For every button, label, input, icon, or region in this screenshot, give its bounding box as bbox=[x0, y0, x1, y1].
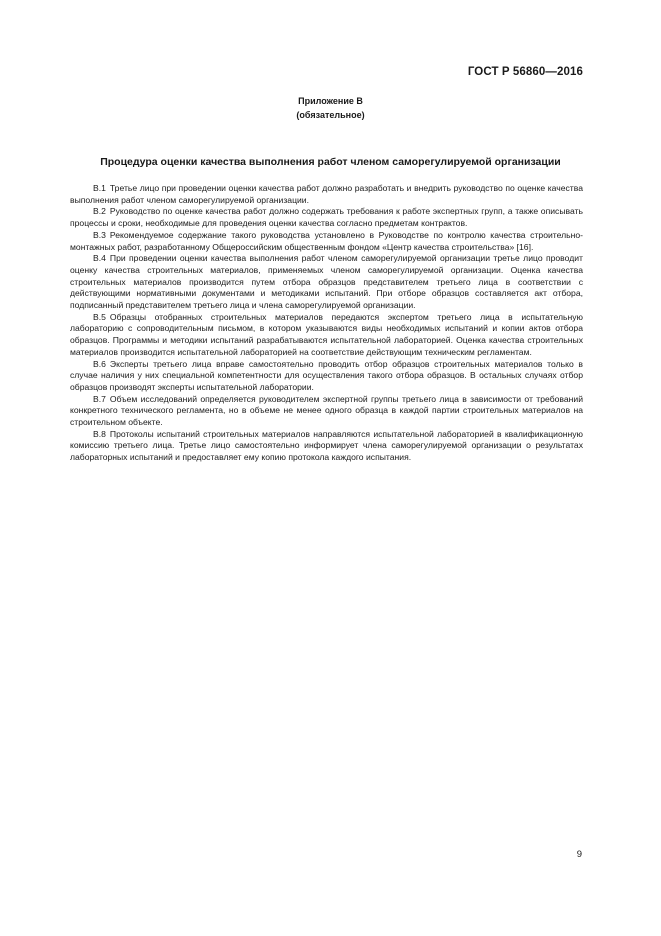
appendix-title: Процедура оценки качества выполнения работ членом саморегулируемой организации bbox=[100, 156, 561, 168]
clause-b5 bbox=[70, 312, 583, 359]
clause-b1 bbox=[70, 183, 583, 206]
clause-text: Эксперты третьего лица вправе самостоятельно проводить отбор образцов строительных материалов только в случае наличия у них специальной компетентности для осуществления такого отбора образцов. В остальных случаях отбор образцов производят эксперты испытательной лаборатории. bbox=[70, 358, 583, 392]
clause-text: Рекомендуемое содержание такого руководства установлено в Руководстве по контролю качества строительно-монтажных работ, разработанному Общероссийским общественным фондом «Центр качества строительства» [16]. bbox=[70, 229, 583, 252]
clause-text: Объем исследований определяется руководителем экспертной группы третьего лица в зависимости от требований конкретного технического регламента, но в объеме не менее одного образца в каждой партии строительных материалов на строительном объекте. bbox=[70, 393, 583, 428]
document-code: ГОСТ Р 56860—2016 bbox=[467, 66, 583, 78]
clause-text: Образцы отобранных строительных материалов передаются экспертом третьего лица в испытательную лабораторию с сопроводительным письмом, в котором указываются виды необходимых испытаний и копии актов отбора образцов. Программы и методики испытаний разрабатываются испытательной лабораторией. Оценка качества строительных материалов производится испытательной лабораторией на соответствие действующим техническим регламентам. bbox=[70, 311, 583, 357]
appendix-body bbox=[70, 183, 583, 464]
clause-number: В.8 bbox=[93, 428, 106, 439]
appendix-status: (обязательное) bbox=[296, 110, 365, 120]
clause-b3 bbox=[70, 230, 583, 253]
clause-text: Третье лицо при проведении оценки качества работ должно разработать и внедрить руководство по оценке качества выполнения работ членом саморегулируемой организации. bbox=[70, 183, 583, 205]
clause-number: В.4 bbox=[93, 253, 106, 264]
clause-number: В.6 bbox=[93, 358, 106, 369]
clause-b7 bbox=[70, 394, 583, 429]
clause-text: Руководство по оценке качества работ должно содержать требования к работе экспертных групп, а также описывать процессы и сроки, необходимые для проведения оценки качества согласно предметам контрактов. bbox=[70, 206, 583, 229]
clause-number: В.7 bbox=[93, 393, 106, 404]
clause-number: В.1 bbox=[93, 183, 106, 193]
clause-number: В.5 bbox=[93, 311, 106, 322]
clause-number: В.3 bbox=[93, 229, 106, 240]
clause-b4 bbox=[70, 253, 583, 312]
clause-text: При проведении оценки качества выполнения работ членом саморегулируемой организации третье лицо проводит оценку качества строительных материалов, применяемых членом саморегулируемой организации. Оценка качества строительных материалов производится путем отбора образцов представителем третьего лица в соответствии с действующими нормативными документами и методиками испытаний. При отборе образцов составляется акт отбора, подписанный представителем третьего лица и члена саморегулируемой организации. bbox=[70, 253, 583, 311]
appendix-label: Приложение В bbox=[298, 96, 363, 106]
clause-b6 bbox=[70, 359, 583, 394]
clause-text: Протоколы испытаний строительных материалов направляются испытательной лабораторией в квалификационную комиссию третьего лица. Третье лицо самостоятельно информирует члена саморегулируемой организации о результатах лабораторных испытаний и предоставляет ему копию протокола каждого испытания. bbox=[70, 428, 583, 463]
clause-b8 bbox=[70, 429, 583, 464]
page-number: 9 bbox=[576, 849, 582, 860]
clause-number: В.2 bbox=[93, 206, 106, 217]
clause-b2 bbox=[70, 206, 583, 229]
appendix-heading bbox=[0, 94, 661, 122]
